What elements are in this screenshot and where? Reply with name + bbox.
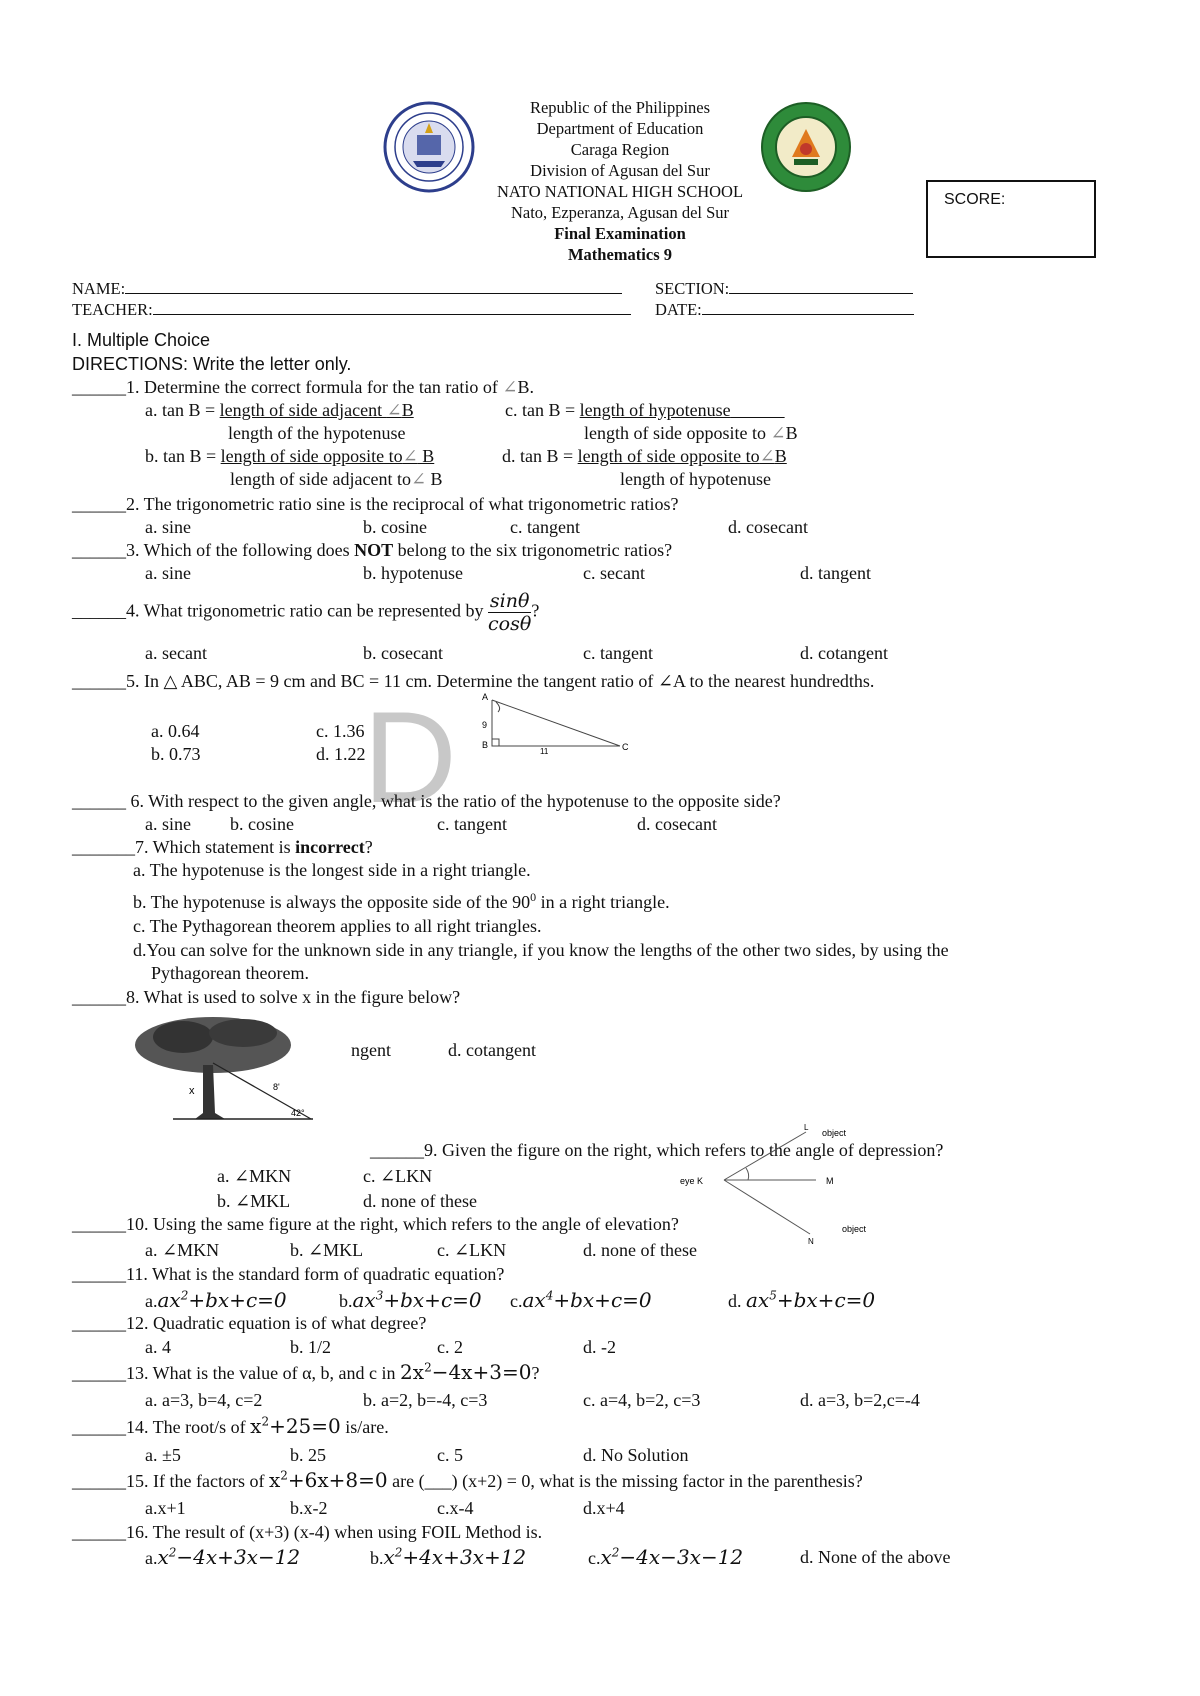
choice: c. 2 [437, 1337, 463, 1357]
choice: b. The hypotenuse is always the opposite side of the $90^0$ in a right triangle. [133, 890, 670, 912]
question-14: ______14. The root/s of $x^2+25=0$ is/are. [72, 1414, 389, 1438]
q11-choice-d: d. $ax^5+bx+c=0$ [728, 1288, 876, 1312]
answer-blank[interactable]: _______ [72, 837, 135, 857]
choice: a. ∠MKN [217, 1166, 292, 1186]
section-line[interactable] [729, 279, 913, 294]
choice: d.x+4 [583, 1498, 625, 1518]
choice: d. None of the above [800, 1547, 951, 1567]
svg-text:B: B [482, 740, 489, 750]
choice: a. sine [145, 563, 191, 583]
question-2: ______2. The trigonometric ratio sine is the reciprocal of what trigonometric ratios? [72, 494, 679, 514]
choice: b. cosine [363, 517, 427, 537]
date-label: DATE: [655, 300, 702, 319]
answer-blank[interactable]: ______ [72, 987, 126, 1007]
school-seal-logo [760, 101, 852, 193]
choice: a. 4 [145, 1337, 171, 1357]
svg-text:L: L [804, 1123, 809, 1132]
question-11: ______11. What is the standard form of quadratic equation? [72, 1264, 505, 1284]
answer-blank[interactable]: ______ [72, 1417, 126, 1437]
svg-text:object: object [842, 1224, 867, 1234]
choice: c. 1.36 [316, 721, 365, 741]
choice: c. ∠LKN [437, 1240, 507, 1260]
choice: a. ±5 [145, 1445, 181, 1465]
header-line: Caraga Region [570, 140, 670, 159]
q1-choice-b: b. tan B = length of side opposite to∠ B [145, 446, 435, 466]
choice: d. -2 [583, 1337, 616, 1357]
choice: b. 1/2 [290, 1337, 332, 1357]
question-6: ______ 6. With respect to the given angle, what is the ratio of the hypotenuse to the opposite side? [72, 791, 781, 811]
part-title: I. Multiple Choice [72, 330, 211, 350]
watermark-letter: D [363, 684, 457, 830]
choice: a. sine [145, 814, 191, 834]
score-box [926, 180, 1096, 258]
q11-choice-a: $a.ax^2+bx+c=0$ [145, 1288, 287, 1312]
svg-text:A: A [482, 692, 489, 702]
tree-shadow-figure [133, 1015, 327, 1129]
triangle-abc-figure [478, 692, 638, 754]
svg-text:42°: 42° [291, 1108, 305, 1118]
exam-title: Final Examination [554, 224, 686, 243]
q11-choice-b: $b.ax^3+bx+c=0$ [339, 1288, 482, 1312]
choice: c. The Pythagorean theorem applies to all right triangles. [133, 916, 542, 936]
choice: d. tangent [800, 563, 871, 583]
choice: d. 1.22 [316, 744, 366, 764]
choice: d. cotangent [800, 643, 888, 663]
question-3: ______3. Which of the following does NOT belong to the six trigonometric ratios? [72, 540, 673, 560]
choice: d. none of these [363, 1191, 477, 1211]
svg-text:eye K: eye K [680, 1176, 704, 1186]
question-15: ______15. If the factors of $x^2+6x+8=0$ are (___) (x+2) = 0, what is the missing factor in the parenthesis? [72, 1468, 863, 1492]
answer-blank[interactable]: ______ [72, 1522, 126, 1542]
q11-choice-c: $c.ax^4+bx+c=0$ [510, 1288, 652, 1312]
answer-blank[interactable]: ______ [370, 1140, 424, 1160]
choice: d. No Solution [583, 1445, 689, 1465]
svg-text:C: C [622, 742, 629, 752]
question-13: ______13. What is the value of α, b, and c in $2x^2-4x+3=0$? [72, 1360, 540, 1384]
school-address: Nato, Ezperanza, Agusan del Sur [510, 203, 730, 222]
q16-choice-b: $b.x^2+4x+3x+12$ [370, 1545, 527, 1569]
choice: a. ∠MKN [145, 1240, 220, 1260]
header-line: Department of Education [536, 119, 704, 138]
choice-fragment: ngent [351, 1040, 391, 1060]
question-12: ______12. Quadratic equation is of what degree? [72, 1313, 427, 1333]
teacher-line[interactable] [153, 300, 631, 315]
choice-continued: Pythagorean theorem. [151, 963, 309, 983]
question-8: ______8. What is used to solve x in the figure below? [72, 987, 461, 1007]
q1-choice-c: c. tan B = length of hypotenuse [505, 400, 731, 420]
choice: c. a=4, b=2, c=3 [583, 1390, 701, 1410]
choice: d.You can solve for the unknown side in any triangle, if you know the lengths of the other two sides, by using the [133, 940, 949, 960]
choice: b. 0.73 [151, 744, 201, 764]
q1-choice-a: a. tan B = length of side adjacent ∠B [145, 400, 414, 420]
question-5: ______5. In △ ABC, AB = 9 cm and BC = 11 cm. Determine the tangent ratio of ∠A to the nearest hundredths. [72, 671, 875, 691]
svg-text:8': 8' [273, 1082, 280, 1092]
q1-choice-d: d. tan B = length of side opposite to∠B [502, 446, 787, 466]
choice: c. tangent [437, 814, 507, 834]
name-label: NAME: [72, 279, 126, 298]
choice: a. a=3, b=4, c=2 [145, 1390, 263, 1410]
header-line: Republic of the Philippines [529, 98, 711, 117]
choice: c.x-4 [437, 1498, 474, 1518]
teacher-label: TEACHER: [72, 300, 153, 319]
choice: b. cosine [230, 814, 294, 834]
q1-choice-d-denominator: length of hypotenuse [620, 469, 771, 489]
svg-text:N: N [808, 1237, 814, 1244]
question-1: ______1. Determine the correct formula for the tan ratio of ∠B. [72, 377, 534, 397]
choice: d. cotangent [448, 1040, 536, 1060]
choice: d. a=3, b=2,c=-4 [800, 1390, 920, 1410]
elevation-depression-figure [676, 1122, 908, 1244]
choice: c. secant [583, 563, 645, 583]
choice: a.x+1 [145, 1498, 186, 1518]
choice: d. cosecant [637, 814, 717, 834]
answer-blank[interactable]: ______ [72, 671, 126, 691]
q1-choice-c-denominator: length of side opposite to ∠B [584, 423, 798, 443]
choice: b.x-2 [290, 1498, 328, 1518]
question-10: ______10. Using the same figure at the right, which refers to the angle of elevation? [72, 1214, 679, 1234]
header-line: Division of Agusan del Sur [530, 161, 710, 180]
question-16: ______16. The result of (x+3) (x-4) when using FOIL Method is. [72, 1522, 543, 1542]
sin-over-cos-fraction: $\frac{\sin\theta}{\cos\theta}$ [488, 590, 532, 635]
choice: b. hypotenuse [363, 563, 463, 583]
choice: a. 0.64 [151, 721, 200, 741]
exam-subject: Mathematics 9 [567, 245, 672, 264]
svg-text:x: x [189, 1085, 195, 1097]
answer-blank[interactable]: ______ [72, 1363, 126, 1383]
choice: b. ∠MKL [290, 1240, 364, 1260]
answer-blank[interactable]: ______ [72, 600, 126, 621]
choice: c. 5 [437, 1445, 463, 1465]
choice: d. none of these [583, 1240, 697, 1260]
choice: a. secant [145, 643, 207, 663]
directions: DIRECTIONS: Write the letter only. [72, 354, 352, 374]
choice: c. tangent [510, 517, 580, 537]
choice: c. ∠LKN [363, 1166, 433, 1186]
answer-blank[interactable]: ______ [72, 377, 126, 397]
choice: b. 25 [290, 1445, 326, 1465]
section-label: SECTION: [655, 279, 730, 298]
question-4: ______4. What trigonometric ratio can be represented by $\frac{\sin\theta}{\cos\theta}$ ? [72, 590, 540, 635]
q1-choice-b-denominator: length of side adjacent to∠ B [230, 469, 443, 489]
school-name: NATO NATIONAL HIGH SCHOOL [496, 182, 744, 201]
angle-icon: ∠ [502, 377, 518, 397]
date-line[interactable] [702, 300, 914, 315]
q1-choice-a-denominator: length of the hypotenuse [228, 423, 406, 443]
choice: b. a=2, b=-4, c=3 [363, 1390, 488, 1410]
answer-blank[interactable]: ______ [72, 1264, 126, 1284]
question-7: _______7. Which statement is incorrect? [72, 837, 373, 857]
answer-blank[interactable]: ______ [72, 1313, 126, 1333]
choice: b. ∠MKL [217, 1191, 291, 1211]
answer-blank[interactable]: ______ [72, 1214, 126, 1234]
answer-blank[interactable]: ______ [72, 791, 126, 811]
answer-blank[interactable]: ______ [72, 494, 126, 514]
svg-text:object: object [822, 1128, 847, 1138]
question-9: ______9. Given the figure on the right, which refers to the angle of depression? [370, 1140, 944, 1160]
q16-choice-c: $c.x^2-4x-3x-12$ [588, 1545, 744, 1569]
svg-text:M: M [826, 1176, 834, 1186]
choice: a. sine [145, 517, 191, 537]
answer-blank[interactable]: ______ [72, 1471, 126, 1491]
name-line[interactable] [125, 279, 622, 294]
score-label: SCORE: [944, 191, 1006, 208]
q16-choice-a: $a.x^2-4x+3x-12$ [145, 1545, 301, 1569]
answer-blank[interactable]: ______ [72, 540, 126, 560]
choice: a. The hypotenuse is the longest side in a right triangle. [133, 860, 531, 880]
svg-text:11: 11 [540, 747, 549, 754]
choice: c. tangent [583, 643, 653, 663]
choice: d. cosecant [728, 517, 808, 537]
svg-text:9: 9 [482, 720, 488, 730]
choice: b. cosecant [363, 643, 443, 663]
